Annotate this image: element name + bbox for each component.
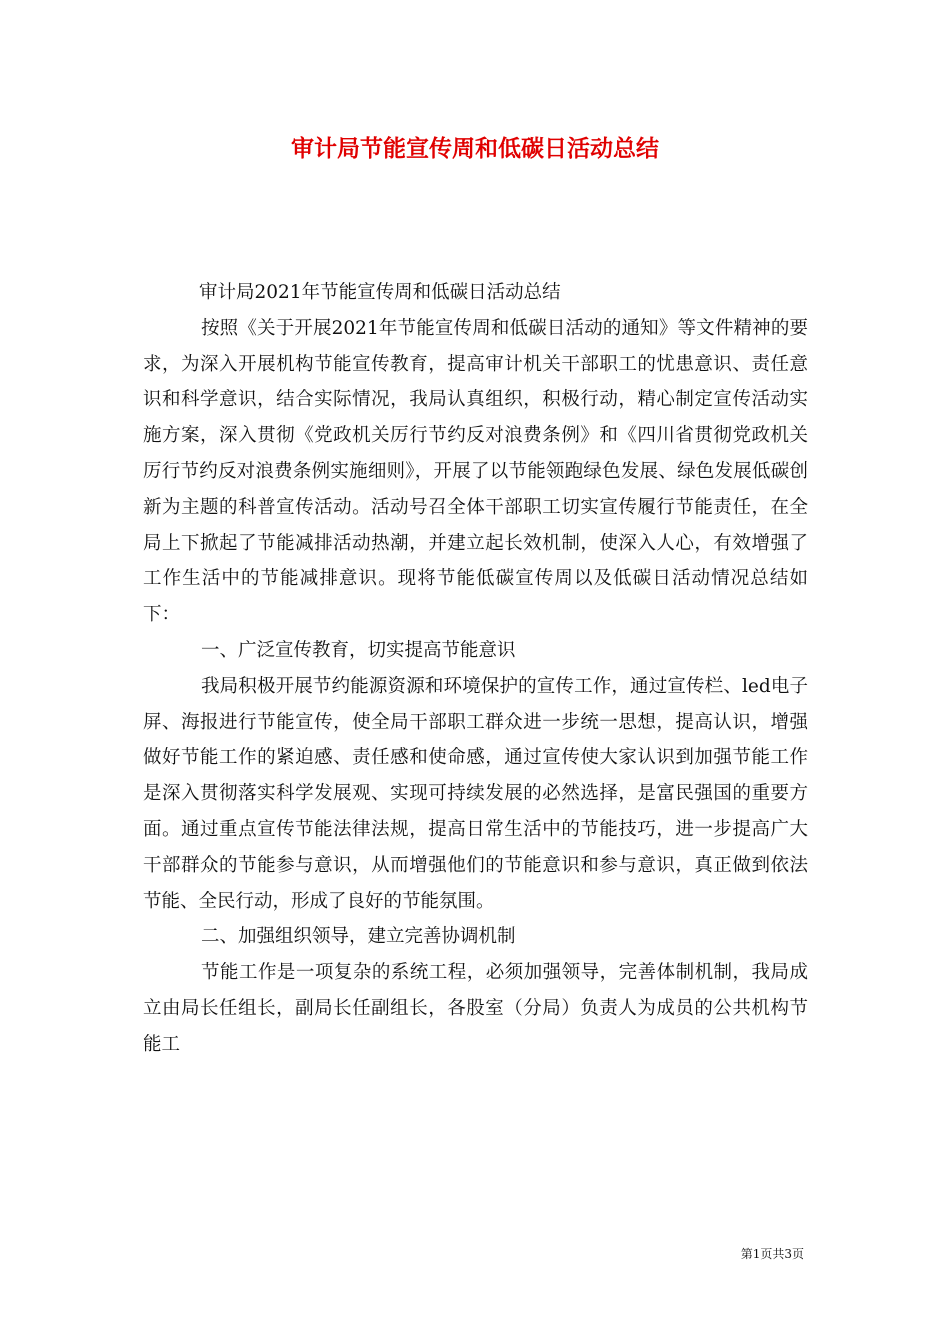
section-2-paragraph: 节能工作是一项复杂的系统工程，必须加强领导，完善体制机制，我局成立由局长任组长，副局长任副组长，各股室（分局）负责人为成员的公共机构节能工 [143,962,808,1055]
document-title: 审计局节能宣传周和低碳日活动总结 [291,136,659,162]
document-body [143,275,808,1063]
document-subtitle: 审计局2021年节能宣传周和低碳日活动总结 [199,282,561,303]
section-heading-2: 二、加强组织领导，建立完善协调机制 [201,926,516,948]
section-1-paragraph: 我局积极开展节约能源资源和环境保护的宣传工作，通过宣传栏、led电子屏、海报进行节能宣传，使全局干部职工群众进一步统一思想，提高认识，增强做好节能工作的紧迫感、责任感和使命感，通过宣传使大家认识到加强节能工作是深入贯彻落实科学发展观、实现可持续发展的必然选择，是富民强国的重要方面。通过重点宣传节能法律法规，提高日常生活中的节能技巧，进一步提高广大干部群众的节能参与意识，从而增强他们的节能意识和参与意识，真正做到依法节能、全民行动，形成了良好的节能氛围。 [143,675,808,912]
page-number: 第1页共3页 [740,1247,804,1261]
intro-paragraph: 按照《关于开展2021年节能宣传周和低碳日活动的通知》等文件精神的要求，为深入开展机构节能宣传教育，提高审计机关干部职工的忧患意识、责任意识和科学意识，结合实际情况，我局认真组织，积极行动，精心制定宣传活动实施方案，深入贯彻《党政机关厉行节约反对浪费条例》和《四川省贯彻党政机关厉行节约反对浪费条例实施细则》，开展了以节能领跑绿色发展、绿色发展低碳创新为主题的科普宣传活动。活动号召全体干部职工切实宣传履行节能责任，在全局上下掀起了节能减排活动热潮，并建立起长效机制，使深入人心，有效增强了工作生活中的节能减排意识。现将节能低碳宣传周以及低碳日活动情况总结如下： [143,317,808,626]
section-heading-1: 一、广泛宣传教育，切实提高节能意识 [201,639,516,661]
